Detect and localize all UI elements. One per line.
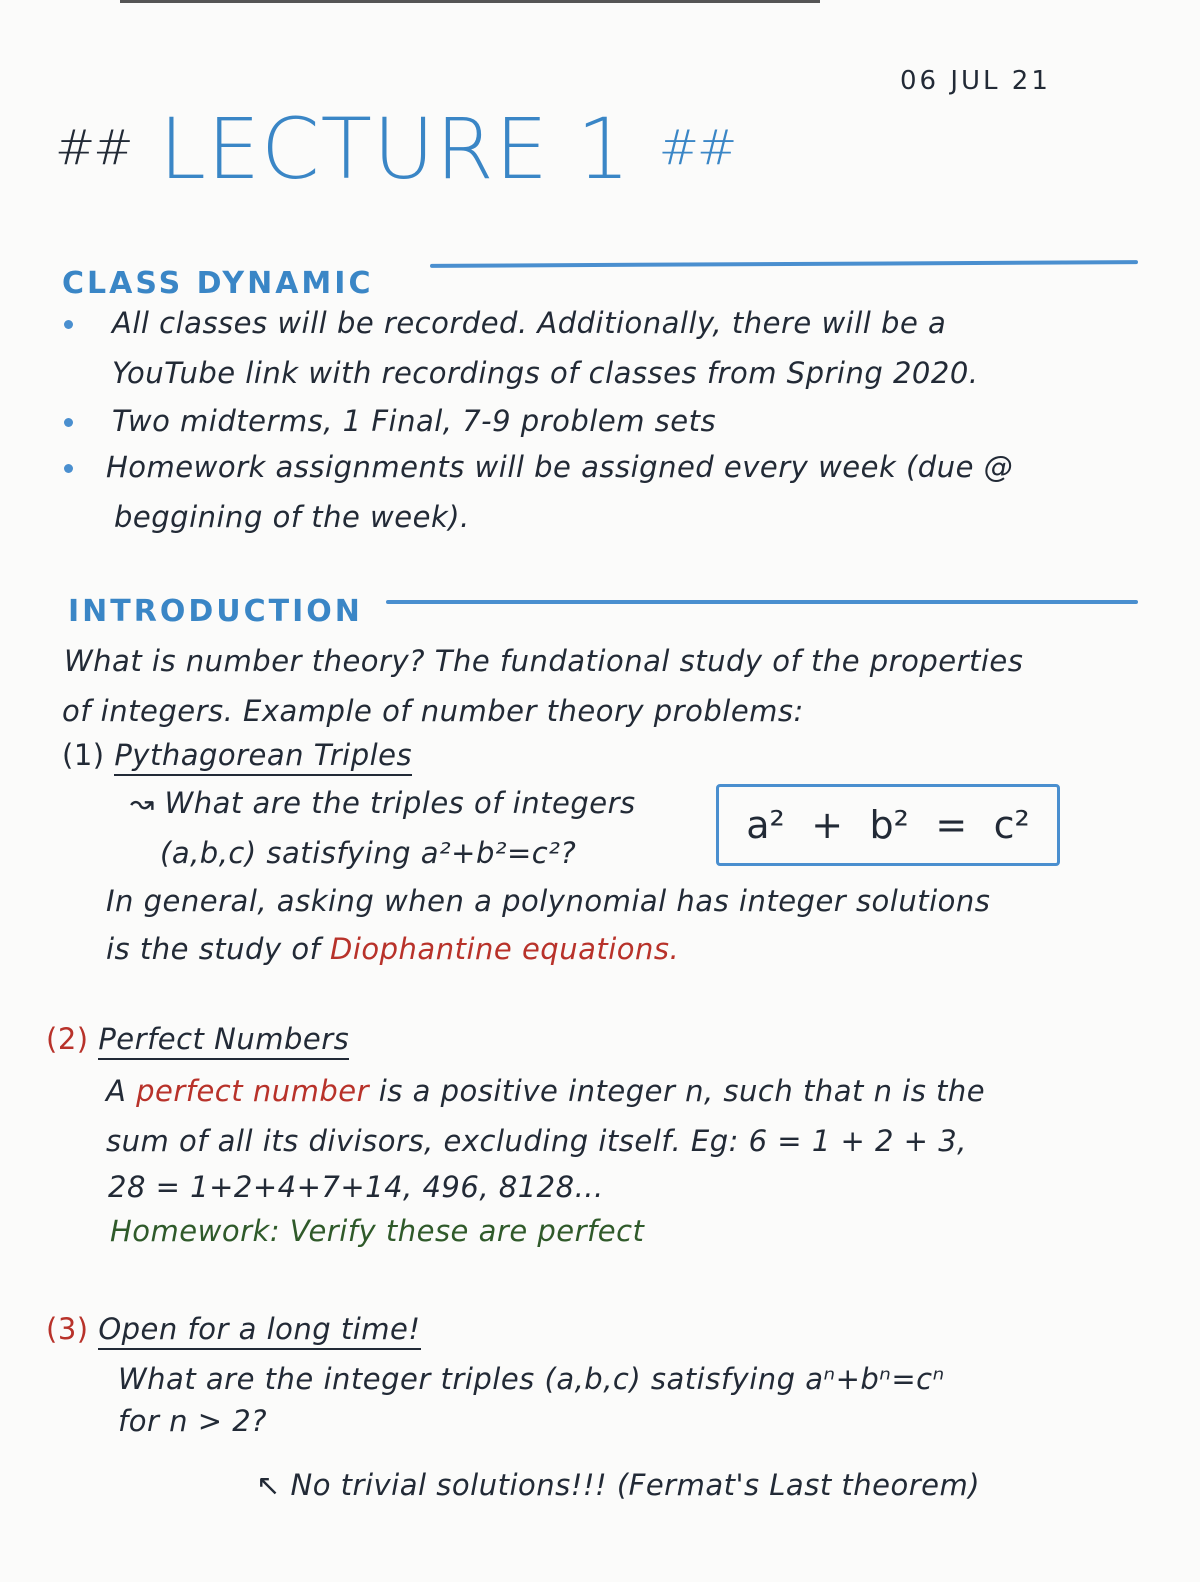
section-2-heading: [46, 1022, 349, 1056]
box-c-squared: c²: [993, 803, 1030, 847]
page-title: [55, 100, 735, 198]
introduction-line-1: What is number theory? The fundational study of the properties: [64, 644, 1024, 678]
page-top-edge: [120, 0, 820, 3]
section-3-heading: [46, 1312, 421, 1346]
class-dynamic-line-5: beggining of the week).: [114, 500, 470, 534]
open-line-2: for n > 2?: [118, 1404, 268, 1438]
bullet-dot: [64, 320, 73, 329]
introduction-rule: [386, 600, 1138, 604]
class-dynamic-line-4: Homework assignments will be assigned every week (due @: [106, 450, 1014, 484]
class-dynamic-line-2: YouTube link with recordings of classes from Spring 2020.: [112, 356, 979, 390]
pythagorean-general-2: [106, 932, 679, 966]
introduction-line-2: of integers. Example of number theory problems:: [62, 694, 804, 728]
section-1-number: (1): [62, 738, 105, 772]
open-line-3: ↖ No trivial solutions!!! (Fermat's Last theorem): [256, 1468, 981, 1502]
perfect-line-1-b: is a positive integer n, such that n is the: [378, 1074, 986, 1108]
class-dynamic-heading: CLASS DYNAMIC: [62, 266, 374, 301]
class-dynamic-rule: [430, 260, 1138, 268]
bullet-dot: [64, 464, 73, 473]
class-dynamic-line-1: All classes will be recorded. Additionally, there will be a: [112, 306, 947, 340]
pythagorean-q1: What are the triples of integers: [164, 786, 636, 820]
perfect-homework: Homework: Verify these are perfect: [110, 1214, 645, 1248]
title-text: LECTURE 1: [159, 100, 632, 198]
perfect-line-2: sum of all its divisors, excluding itself. Eg: 6 = 1 + 2 + 3,: [106, 1124, 967, 1158]
pythagorean-general-1: In general, asking when a polynomial has integer solutions: [106, 884, 991, 918]
open-line-1: What are the integer triples (a,b,c) satisfying aⁿ+bⁿ=cⁿ: [118, 1362, 945, 1396]
box-b-squared: b²: [869, 803, 909, 847]
diophantine-term: Diophantine equations.: [330, 932, 680, 966]
pythagorean-q2: (a,b,c) satisfying a²+b²=c²?: [160, 836, 577, 870]
section-3-number: (3): [46, 1312, 89, 1346]
perfect-line-3: 28 = 1+2+4+7+14, 496, 8128...: [108, 1170, 604, 1204]
pythagorean-equation-box: [716, 784, 1060, 866]
class-dynamic-line-3: Two midterms, 1 Final, 7-9 problem sets: [112, 404, 717, 438]
perfect-line-1: [106, 1074, 985, 1108]
box-a-squared: a²: [746, 803, 785, 847]
perfect-number-term: perfect number: [136, 1074, 370, 1108]
arrow-icon: ↝: [130, 786, 155, 820]
title-hash-right: ##: [658, 120, 736, 176]
box-equals: =: [935, 803, 968, 847]
bullet-dot: [64, 418, 73, 427]
perfect-line-1-a: A: [106, 1074, 127, 1108]
pythagorean-general-2-pre: is the study of: [106, 932, 321, 966]
section-1-heading: [62, 738, 412, 772]
box-plus: +: [811, 803, 844, 847]
section-2-number: (2): [46, 1022, 89, 1056]
pythagorean-question-line-1: [130, 786, 636, 820]
section-2-title: Perfect Numbers: [98, 1022, 349, 1060]
date: 06 JUL 21: [900, 66, 1051, 96]
section-3-title: Open for a long time!: [98, 1312, 420, 1350]
introduction-heading: INTRODUCTION: [68, 594, 363, 629]
title-hash-left: ##: [55, 120, 132, 176]
section-1-title: Pythagorean Triples: [114, 738, 412, 776]
